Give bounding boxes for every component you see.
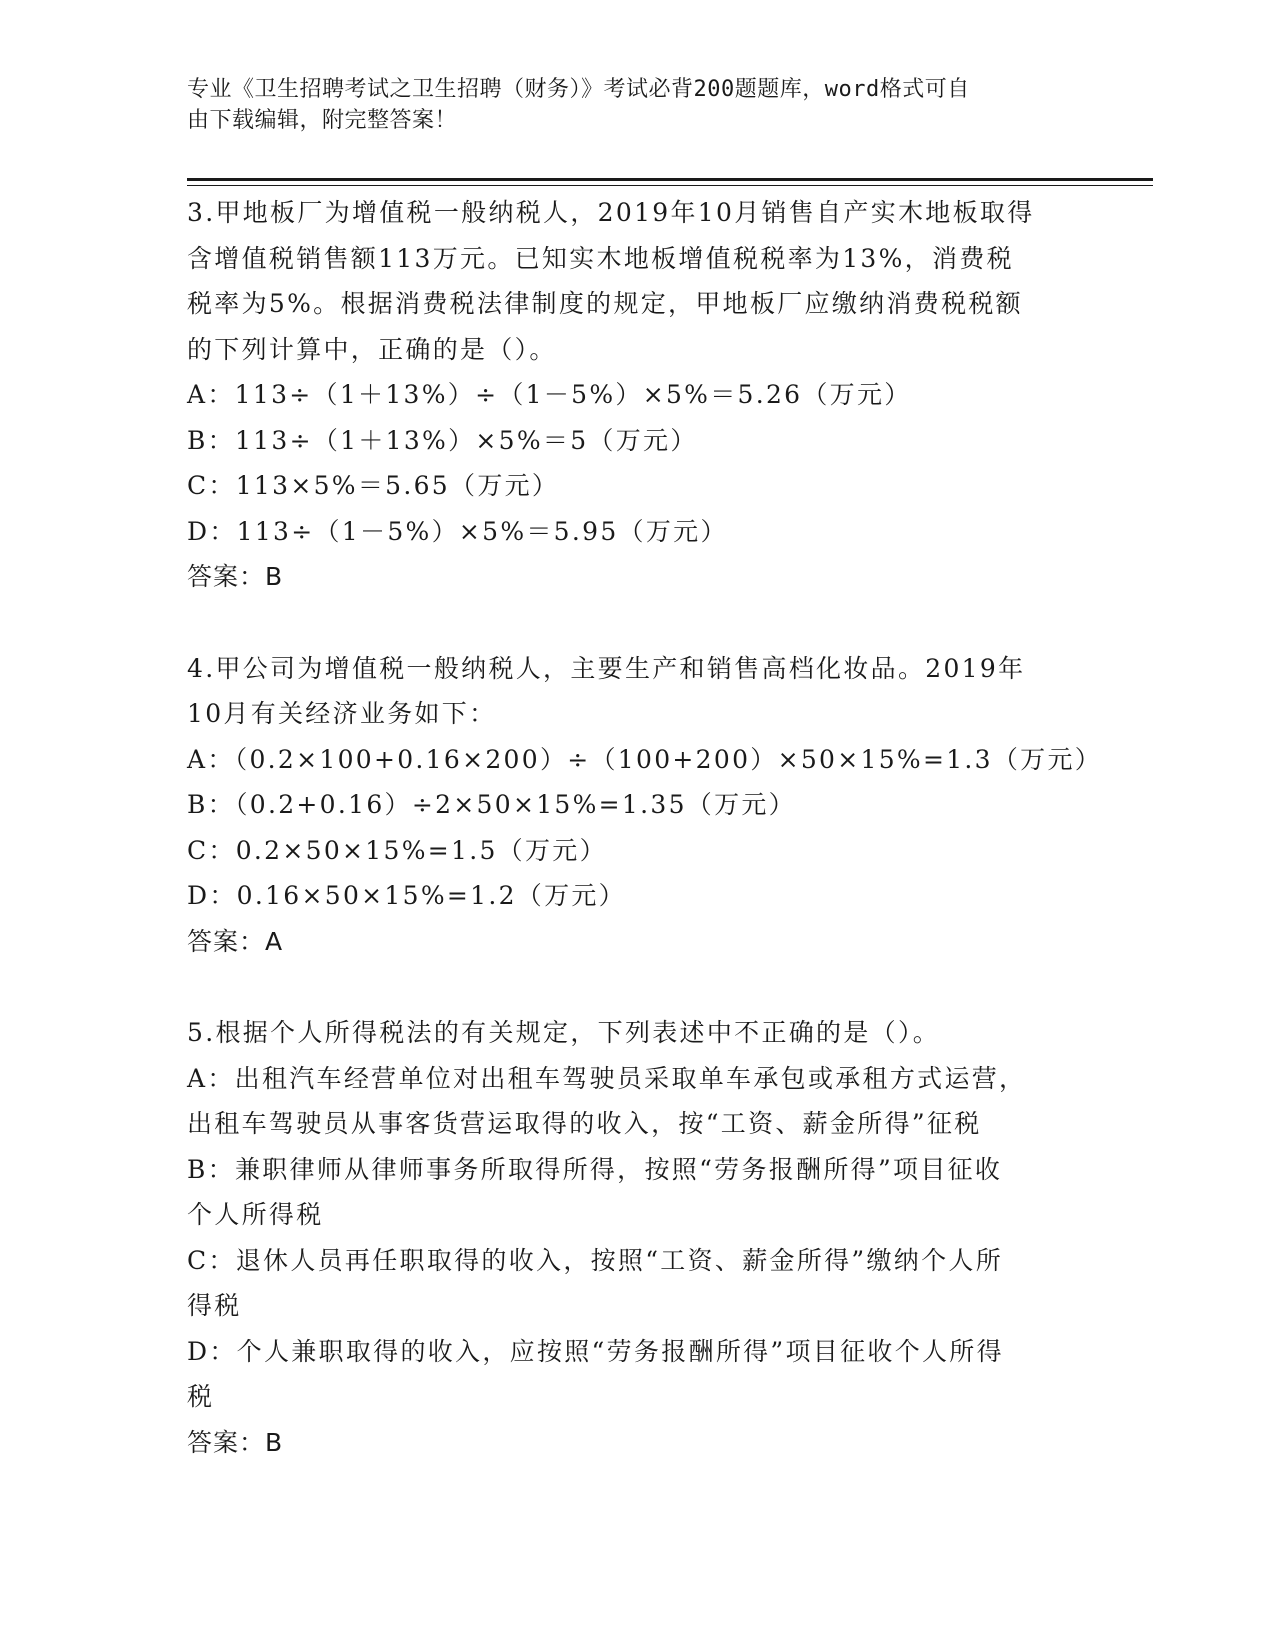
header-divider-thick — [187, 178, 1153, 181]
option-c: C：退休人员再任职取得的收入，按照“工资、薪金所得”缴纳个人所 — [187, 1245, 1003, 1275]
answer-label: 答案：B — [187, 1427, 284, 1457]
option-b: B：兼职律师从律师事务所取得所得，按照“劳务报酬所得”项目征收 — [187, 1154, 1003, 1184]
option-a: A：（0.2×100+0.16×200）÷（100+200）×50×15%=1.3（万元） — [187, 744, 1103, 774]
question-4 — [187, 646, 1103, 965]
question-stem-line: 5.根据个人所得税法的有关规定，下列表述中不正确的是（）。 — [187, 1018, 941, 1047]
option-a: A：113÷（1＋13%）÷（1－5%）×5%＝5.26（万元） — [187, 380, 912, 409]
question-stem-line: 税率为5%。根据消费税法律制度的规定，甲地板厂应缴纳消费税税额 — [187, 289, 1023, 318]
question-list — [187, 190, 1103, 1465]
header-divider-thin — [187, 185, 1153, 186]
header-line-2: 由下载编辑，附完整答案！ — [187, 108, 458, 133]
option-d: D：个人兼职取得的收入，应按照“劳务报酬所得”项目征收个人所得 — [187, 1336, 1004, 1366]
question-stem-line: 的下列计算中，正确的是（）。 — [187, 334, 557, 364]
question-stem-line: 4.甲公司为增值税一般纳税人，主要生产和销售高档化妆品。2019年 — [187, 653, 1026, 683]
question-5 — [187, 1010, 1087, 1465]
document-header — [187, 74, 1067, 136]
option-c: C：0.2×50×15%=1.5（万元） — [187, 835, 607, 865]
option-c: C：113×5%＝5.65（万元） — [187, 471, 560, 500]
option-d: D：0.16×50×15%=1.2（万元） — [187, 881, 626, 910]
option-c-continued: 得税 — [187, 1291, 242, 1320]
question-3 — [187, 190, 1087, 600]
spacer — [187, 600, 1087, 646]
spacer — [187, 964, 1087, 1010]
option-a-continued: 出租车驾驶员从事客货营运取得的收入，按“工资、薪金所得”征税 — [187, 1109, 982, 1138]
option-b: B：113÷（1＋13%）×5%＝5（万元） — [187, 425, 698, 455]
option-b-continued: 个人所得税 — [187, 1200, 324, 1229]
option-b: B：（0.2+0.16）÷2×50×15%=1.35（万元） — [187, 790, 796, 819]
answer-label: 答案：A — [187, 926, 284, 956]
question-stem-line: 含增值税销售额113万元。已知实木地板增值税税率为13%，消费税 — [187, 243, 1014, 273]
question-stem-line: 10月有关经济业务如下： — [187, 699, 497, 728]
question-stem-line: 3.甲地板厂为增值税一般纳税人，2019年10月销售自产实木地板取得 — [187, 198, 1035, 227]
option-a: A：出租汽车经营单位对出租车驾驶员采取单车承包或承租方式运营， — [187, 1063, 1027, 1093]
option-d: D：113÷（1－5%）×5%＝5.95（万元） — [187, 516, 728, 546]
header-line-1: 专业《卫生招聘考试之卫生招聘（财务）》考试必背200题题库，word格式可自 — [187, 77, 970, 102]
answer-label: 答案：B — [187, 562, 284, 591]
option-d-continued: 税 — [187, 1382, 215, 1411]
